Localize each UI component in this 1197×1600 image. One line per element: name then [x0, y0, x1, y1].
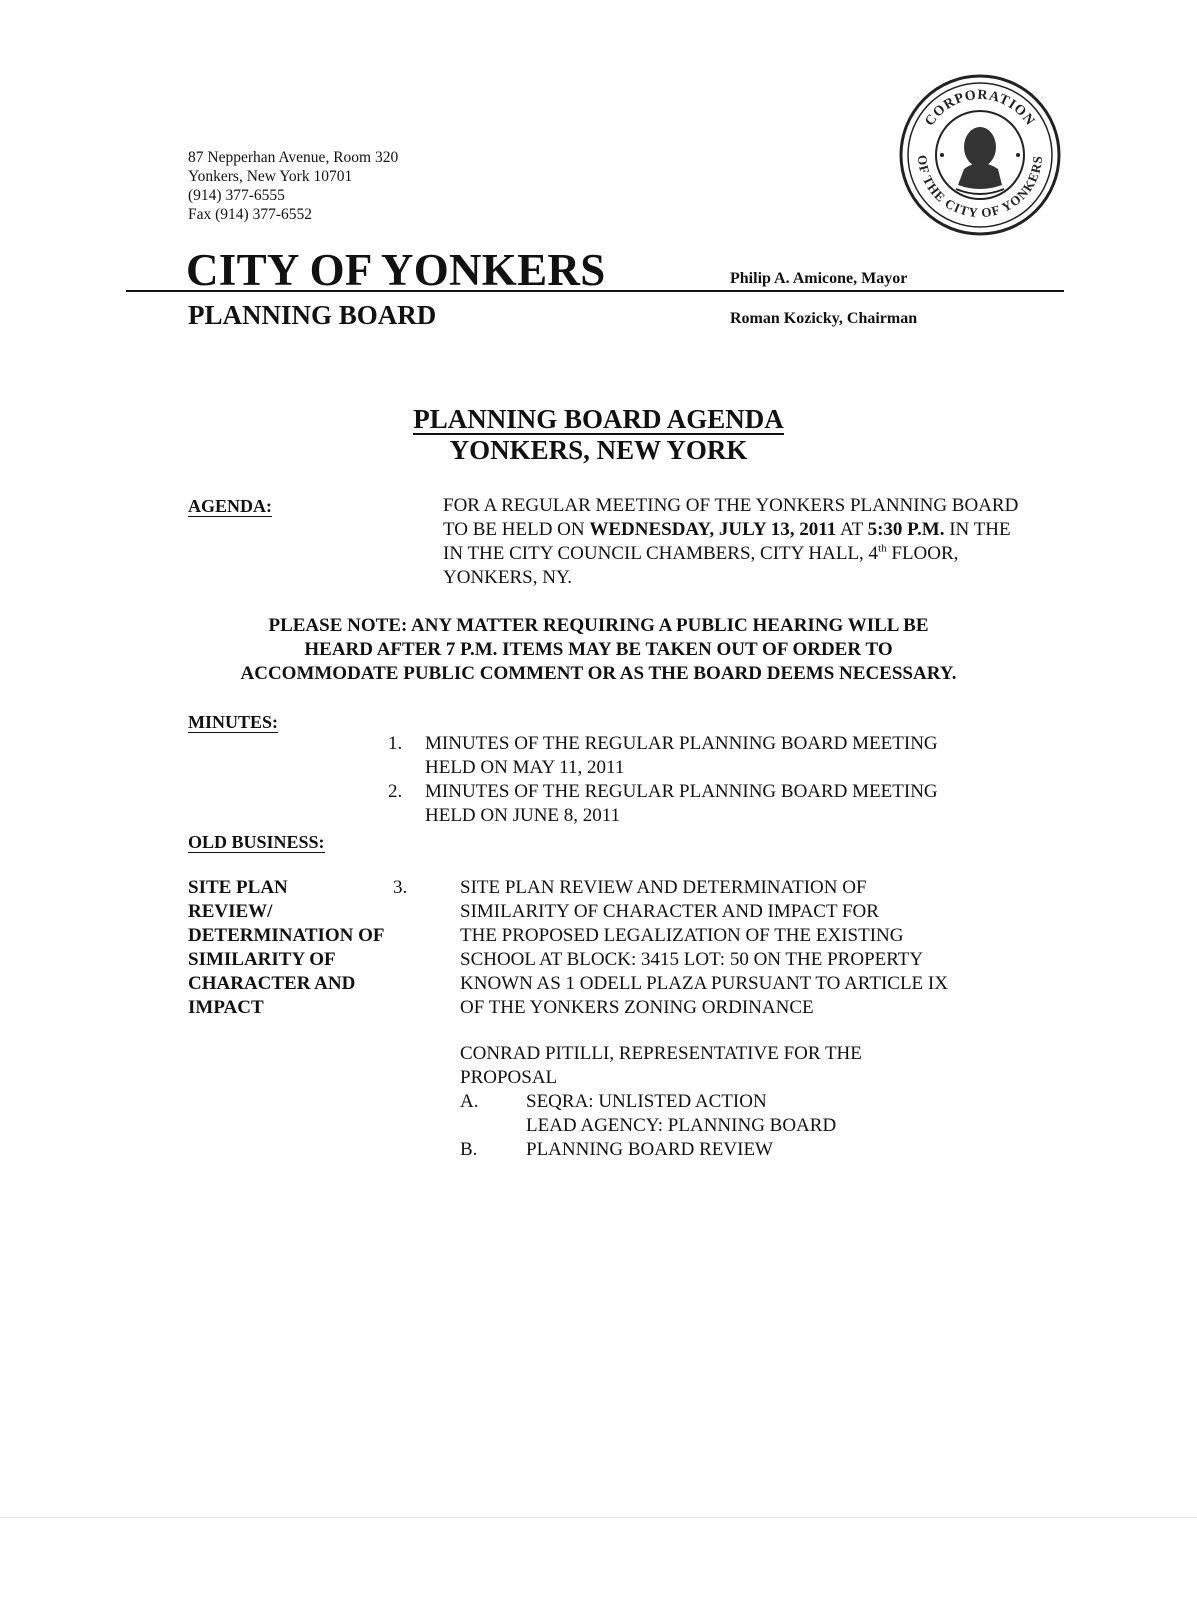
representative-line: PROPOSAL	[460, 1067, 558, 1088]
address-line: 87 Nepperhan Avenue, Room 320	[188, 149, 399, 166]
representative-line: CONRAD PITILLI, REPRESENTATIVE FOR THE	[460, 1043, 862, 1064]
svg-text:CORPORATION: CORPORATION	[922, 87, 1038, 129]
notice-line: PLEASE NOTE: ANY MATTER REQUIRING A PUBLIC HEARING WILL BE	[268, 615, 929, 636]
scan-edge-divider	[0, 1517, 1197, 1518]
agenda-label: AGENDA:	[188, 496, 272, 516]
description-line: SIMILARITY OF CHARACTER AND IMPACT FOR	[460, 901, 879, 922]
sub-item-text: LEAD AGENCY: PLANNING BOARD	[526, 1115, 837, 1136]
category-line: REVIEW/	[188, 901, 273, 922]
agenda-description	[443, 494, 1023, 590]
category-line: SITE PLAN	[188, 877, 288, 898]
notice-line: HEARD AFTER 7 P.M. ITEMS MAY BE TAKEN OUT OF ORDER TO	[304, 639, 893, 660]
public-hearing-notice	[0, 614, 1197, 686]
item-text: MINUTES OF THE REGULAR PLANNING BOARD MEETING	[425, 733, 938, 754]
floor-suffix: th	[878, 542, 887, 555]
item-description	[460, 876, 1020, 1020]
description-line: SITE PLAN REVIEW AND DETERMINATION OF	[460, 877, 867, 898]
representative	[460, 1042, 1020, 1090]
agenda-title	[0, 404, 1197, 466]
description-line: THE PROPOSED LEGALIZATION OF THE EXISTING	[460, 925, 904, 946]
item-category	[188, 876, 418, 1020]
agenda-text-d: FLOOR, YONKERS, NY.	[443, 543, 959, 588]
item-text: HELD ON JUNE 8, 2011	[425, 805, 621, 826]
category-line: CHARACTER AND	[188, 973, 356, 994]
item-number: 1.	[388, 733, 403, 754]
agenda-text-b: AT	[836, 519, 868, 540]
agenda-title-line1: PLANNING BOARD AGENDA	[413, 404, 784, 434]
phone-line: (914) 377-6555	[188, 187, 285, 204]
minutes-label: MINUTES:	[188, 712, 279, 732]
address-block	[188, 148, 398, 224]
description-line: OF THE YONKERS ZONING ORDINANCE	[460, 997, 814, 1018]
item-text: HELD ON MAY 11, 2011	[425, 757, 625, 778]
fax-line: Fax (914) 377-6552	[188, 206, 312, 223]
sub-item-letter: A.	[460, 1091, 479, 1112]
address-line: Yonkers, New York 10701	[188, 168, 353, 185]
description-line: KNOWN AS 1 ODELL PLAZA PURSUANT TO ARTICLE IX	[460, 973, 948, 994]
sub-item-text: SEQRA: UNLISTED ACTION	[526, 1091, 767, 1112]
agenda-text-a: FOR A REGULAR MEETING OF THE YONKERS PLANNING BOARD TO BE HELD ON	[443, 495, 1019, 540]
old-business-label: OLD BUSINESS:	[188, 832, 325, 852]
agenda-text-c: IN THE IN THE CITY COUNCIL CHAMBERS, CITY HALL, 4	[443, 519, 1011, 564]
list-item	[388, 780, 1008, 828]
sub-item-letter: B.	[460, 1139, 478, 1160]
notice-line: ACCOMMODATE PUBLIC COMMENT OR AS THE BOARD DEEMS NECESSARY.	[240, 663, 957, 684]
city-seal-icon	[898, 73, 1062, 237]
list-item	[388, 732, 1008, 780]
item-text: MINUTES OF THE REGULAR PLANNING BOARD MEETING	[425, 781, 938, 802]
category-line: SIMILARITY OF	[188, 949, 336, 970]
city-title: CITY OF YONKERS	[186, 245, 606, 295]
svg-text:OF THE CITY OF YONKERS: OF THE CITY OF YONKERS	[914, 154, 1046, 221]
item-number: 3.	[393, 877, 408, 898]
description-line: SCHOOL AT BLOCK: 3415 LOT: 50 ON THE PROPERTY	[460, 949, 924, 970]
board-subtitle: PLANNING BOARD	[188, 300, 437, 330]
chairman-name: Roman Kozicky, Chairman	[730, 310, 918, 327]
list-item	[460, 1090, 1020, 1138]
minutes-list	[388, 732, 1008, 828]
meeting-date: WEDNESDAY, JULY 13, 2011	[589, 519, 837, 540]
sub-item-list	[460, 1090, 1020, 1162]
list-item	[460, 1138, 1020, 1162]
category-line: IMPACT	[188, 997, 264, 1018]
item-number: 2.	[388, 781, 403, 802]
mayor-name: Philip A. Amicone, Mayor	[730, 270, 908, 287]
category-line: DETERMINATION OF	[188, 925, 385, 946]
sub-item-text: PLANNING BOARD REVIEW	[526, 1139, 773, 1160]
agenda-title-line2: YONKERS, NEW YORK	[449, 435, 748, 465]
meeting-time: 5:30 P.M.	[867, 519, 945, 540]
header-divider	[126, 290, 1064, 292]
